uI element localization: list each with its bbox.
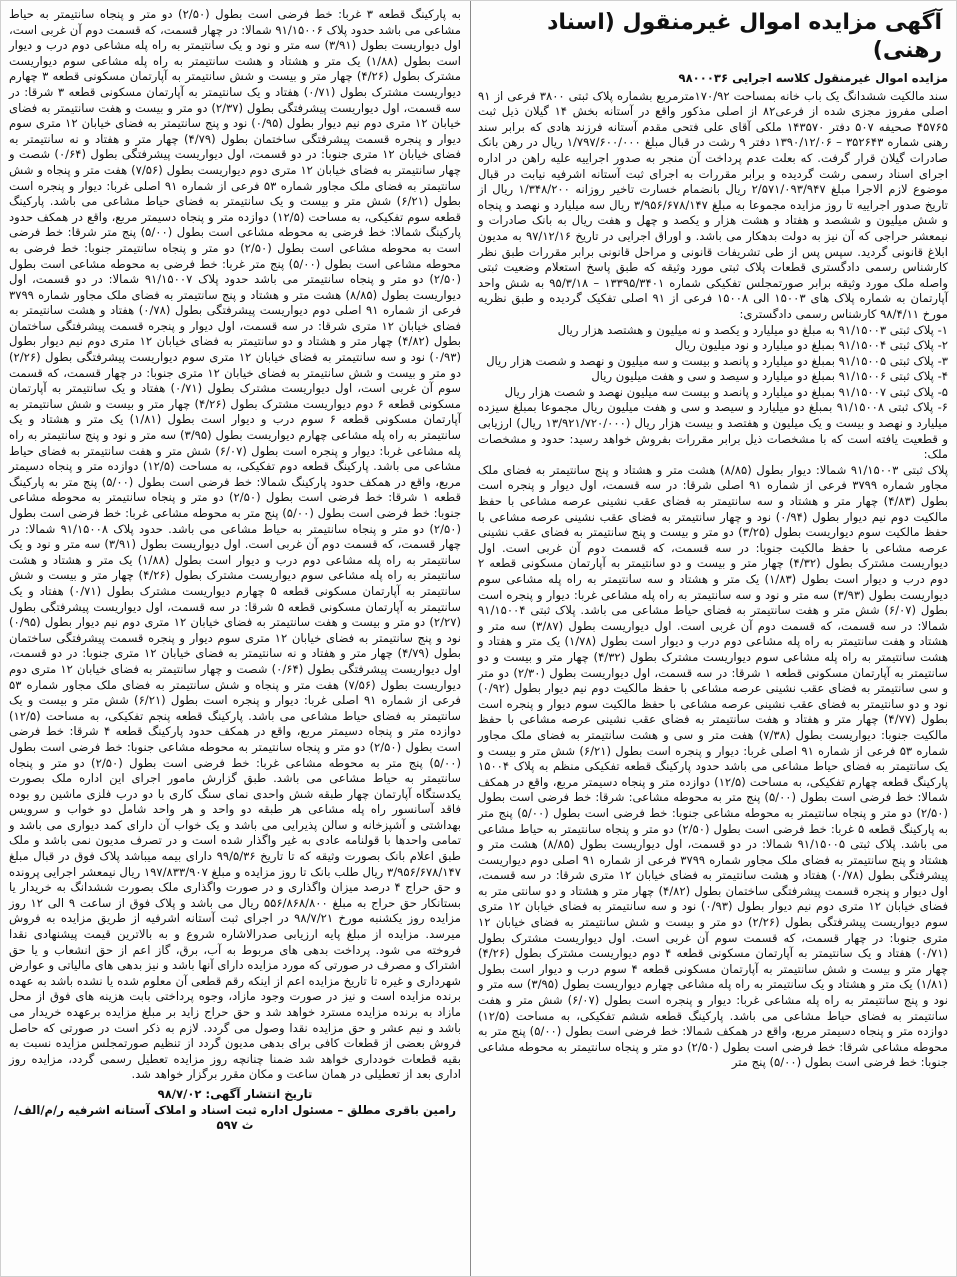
list-item: ۳- پلاک ثبتی ۹۱/۱۵۰۰۵ بمبلغ دو میلیارد و پانصد و بیست و سه میلیون و نهصد و شصت هزار ریال: [486, 353, 948, 368]
left-column: [1, 1, 469, 1276]
file-number-line: مزایده اموال غیرمنقول کلاسه اجرایی ۹۸۰۰۰۳۶: [678, 71, 948, 85]
signature-line: رامین باقری مطلق – مسئول اداره ثبت اسناد و املاک آستانه اشرفیه ر/م/الف/ث ۵۹۷: [13, 1102, 457, 1133]
right-column: [470, 1, 956, 1276]
continuation-text: به پارکینگ قطعه ۳ غربا: خط فرضی است بطول (۲/۵۰) دو متر و پنجاه سانتیمتر به حیاط مشاعی می باشد حدود پلاک ۹۱/۱۵۰۰۶ شمالا: در چهار قسمت، که قسمت دوم آن غربی است، اول دیواریست بطول (۳/۹۱) سه متر و نود و یک سانتیمتر به راه پله مشاعی دوم درب و دیوار است بطول (۱/۸۸) یک متر و هشتاد و هشت سانتیمتر به راه پله مشاعی سوم دیواریست مشترک بطول (۴/۲۶) چهار متر و بیست و شش سانتیمتر به آپارتمان مسکونی قطعه ۳ چهارم دیواریست مشترک بطول (۰/۷۱) هفتاد و یک سانتیمتر به آپارتمان مسکونی قطعه ۳ شرقا: در سه قسمت، اول دیواریست پیشرفتگی بطول (۲/۳۷) دو متر و بیست و هفت سانتیمتر به فضای خیابان ۱۲ متری دوم نیم دیوار بطول (۰/۹۵) نود و پنج سانتیمتر به فضای خیابان ۱۲ متری سوم دیوار و پنجره قسمت پیشرفتگی ساختمان بطول (۴/۷۹) چهار متر و هفتاد و نه سانتیمتر به فضای خیابان ۱۲ متری جنوبا: در دو قسمت، اول دیواریست پیشرفتگی بطول (۰/۶۴) شصت و چهار سانتیمتر به فضای خیابان ۱۲ متری دوم دیواریست بطول (۷/۵۶) هفت متر و پنجاه و شش سانتیمتر به فضای ملک مجاور شماره ۵۳ فرعی از شماره ۹۱ اصلی غربا: دیوار و پنجره است بطول (۶/۲۱) شش متر و بیست و یک سانتیمتر به فضای حیاط مشاعی می باشد. پارکینگ قطعه سوم تفکیکی، به مساحت (۱۲/۵) دوازده متر و پنجاه دسیمتر مربع، واقع در همکف حدود پارکینگ شمالا: خط فرضی به محوطه مشاعی است بطول (۵/۰۰) پنج متر شرقا: خط فرضی است به محوطه مشاعی است بطول (۲/۵۰) دو متر و پنجاه سانتیمتر جنوبا: خط فرضی به محوطه مشاعی است بطول (۵/۰۰) پنج متر غربا: خط فرضی به محوطه مشاعی است بطول (۲/۵۰) دو متر و پنجاه سانتیمتر می باشد حدود پلاک ۹۱/۱۵۰۰۷ شمالا: در دو قسمت، اول دیواریست بطول (۸/۸۵) هشت متر و هشتاد و پنج سانتیمتر به فضای ملک مجاور شماره ۳۷۹۹ فرعی از شماره ۹۱ اصلی دوم دیواریست پیشرفتگی بطول (۰/۷۸) هفتاد و هشت سانتیمتر به فضای خیابان ۱۲ متری شرقا: در سه قسمت، اول دیوار و پنجره قسمت پیشرفتگی ساختمان بطول (۴/۸۲) چهار متر و هشتاد و دو سانتیمتر به فضای خیابان ۱۲ متری دوم نیم دیوار بطول (۰/۹۳) نود و سه سانتیمتر به فضای خیابان ۱۲ متری سوم دیواریست پیشرفتگی بطول (۲/۲۶) دو متر و بیست و شش سانتیمتر به فضای خیابان ۱۲ متری جنوبا: در چهار قسمت، که قسمت سوم آن غربی است، اول دیواریست مشترک بطول (۰/۷۱) هفتاد و یک سانتیمتر به آپارتمان مسکونی قطعه ۶ دوم دیواریست مشترک بطول (۴/۲۶) چهار متر و بیست و شش سانتیمتر به آپارتمان مسکونی قطعه ۶ سوم درب و دیوار است بطول (۱/۸۱) یک متر و هشتاد و یک سانتیمتر به راه پله مشاعی چهارم دیواریست بطول (۳/۹۵) سه متر و نود و پنج سانتیمتر به راه پله مشاعی غربا: دیوار و پنجره است بطول (۶/۰۷) شش متر و هفت سانتیمتر به فضای حیاط مشاعی می باشد. پارکینگ قطعه دوم تفکیکی، به مساحت (۱۲/۵) دوازده متر و پنجاه دسیمتر مربع، واقع در همکف حدود پارکینگ شمالا: خط فرضی است بطول (۵/۰۰) پنج متر به پارکینگ قطعه ۱ شرقا: خط فرضی است بطول (۲/۵۰) دو متر و پنجاه سانتیمتر به محوطه مشاعی جنوبا: خط فرضی است بطول (۵/۰۰) پنج متر به محوطه مشاعی غربا: خط فرضی است بطول (۲/۵۰) دو متر و پنجاه سانتیمتر به حیاط مشاعی می باشد. حدود پلاک ۹۱/۱۵۰۰۸ شمالا: در چهار قسمت، که قسمت دوم آن غربی است. اول دیواریست بطول (۳/۹۱) سه متر و نود و یک سانتیمتر به راه پله مشاعی دوم درب و دیوار است بطول (۱/۸۸) یک متر و هشتاد و هشت سانتیمتر به راه پله مشاعی سوم دیواریست مشترک بطول (۴/۲۶) چهار متر و بیست و شش سانتیمتر به آپارتمان مسکونی قطعه ۵ چهارم دیواریست مشترک بطول (۰/۷۱) هفتاد و یک سانتیمتر به آپارتمان مسکونی قطعه ۵ شرقا: در سه قسمت، اول دیواریست پیشرفتگی بطول (۲/۲۷) دو متر و بیست و هفت سانتیمتر به فضای خیابان ۱۲ متری دوم نیم دیوار بطول (۰/۹۵) نود و پنج سانتیمتر به فضای خیابان ۱۲ متری سوم دیوار و پنجره قسمت پیشرفتگی ساختمان بطول (۴/۷۹) چهار متر و هفتاد و نه سانتیمتر به فضای خیابان ۱۲ متری جنوبا: در دو قسمت، اول دیواریست پیشرفتگی بطول (۰/۶۴) شصت و چهار سانتیمتر به فضای خیابان ۱۲ متری دوم دیواریست بطول (۷/۵۶) هفت متر و پنجاه و شش سانتیمتر به فضای ملک مجاور شماره ۵۳ فرعی از شماره ۹۱ اصلی غربا: دیوار و پنجره است بطول (۶/۲۱) شش متر و بیست و یک سانتیمتر به فضای حیاط مشاعی می باشد. پارکینگ قطعه پنجم تفکیکی، به مساحت (۱۲/۵) دوازده متر و پنجاه دسیمتر مربع، واقع در همکف حدود پارکینگ قطعه ۴ شرقا: خط فرضی است بطول (۲/۵۰) دو متر و پنجاه سانتیمتر به محوطه مشاعی جنوبا: خط فرضی است بطول (۵/۰۰) پنج متر به محوطه مشاعی غربا: خط فرضی است بطول (۲/۵۰) دو متر و پنجاه سانتیمتر به حیاط مشاعی می باشد. طبق گزارش مامور اجرای این اداره ملک بصورت یکدستگاه آپارتمان چهار طبقه شش واحدی نمای سنگ کاری با دو درب فلزی ماشین رو بوده فاقد آسانسور راه پله مشاعی هر طبقه دو واحد و هر واحد شامل دو خواب و سرویس بهداشتی و آشپزخانه و سالن پذیرایی می باشد و یک خواب آن دارای کمد دیواری می باشد و تمامی واحدها با قولنامه عادی به غیر واگذار شده است و در تصرف مدیون نمی باشد و ملک طبق اعلام بانک بصورت وثیقه که تا تاریخ ۹۹/۵/۳۶ دارای بیمه میباشد پلاک فوق در قبال مبلغ ۳/۹۵۶/۶۷۸/۱۴۷ ریال طلب بانک تا روز مزایده و مبلغ ۱۹۷/۸۳۳/۹۰۷ ریال نیمعشر اجرایی پرونده و حق حراج ۴ درصد میزان واگذاری و در صورت واگذاری ملک بصورت ششدانگ به خریدار یا بستانکار حق حراج به مبلغ ۵۵۶/۸۶۸/۸۰۰ ریال می باشد و پلاک فوق از ساعت ۹ الی ۱۲ روز مزایده روز یکشنبه مورخ ۹۸/۷/۲۱ در اجرای ثبت آستانه اشرفیه از طریق مزایده به فروش میرسد. مزایده از مبلغ پایه ارزیابی صدرالاشاره شروع و به بالاترین قیمت پیشنهادی نقدا فروخته می شود. پرداخت بدهی های مربوط به آب، برق، گاز اعم از حق انشعاب و یا حق اشتراک و مصرف در صورتی که مورد مزایده دارای آنها باشد و نیز بدهی های مالیاتی و عوارض شهرداری و غیره تا تاریخ مزایده اعم از اینکه رقم قطعی آن معلوم شده یا نشده باشد به عهده برنده مزایده است و نیز در صورت وجود مازاد، وجوه پرداختی بابت هزینه های فوق از محل مازاد به برنده مزایده مسترد خواهد شد و حق حراج زاید بر مبلغ مزایده برعهده خریدار می باشد و نیم عشر و حق مزایده نقدا وصول می گردد. لازم به ذکر است در صورتی که حاصل فروش بعضی از قطعات کافی برای بدهی مدیون گردد از تنظیم صورتمجلس مزایده نسبت به بقیه قطعات خودداری خواهد شد ضمنا چنانچه روز مزایده تعطیل رسمی گردد، مزایده روز اداری بعد از تعطیلی در همان ساعت و مکان مقرر برگزار خواهد شد.: [9, 7, 462, 1082]
list-item: ۶- پلاک ثبتی ۹۱/۱۵۰۰۸ بمبلغ دو میلیارد و سیصد و سی و هفت میلیون ریال مجموعا بمبلغ سیزده میلیارد و نهصد و بیست و یک میلیون و هفتصد و بیست هزار ریال (۱۳/۹۲۱/۷۲۰/۰۰۰ ریال) ارزیابی و قطعیت یافته است که با مشخصات ذیل برابر مقررات بفروش خواهد رسید: حدود و مشخصات ملک:: [478, 400, 948, 462]
list-item: ۱- پلاک ثبتی ۹۱/۱۵۰۰۳ به مبلغ دو میلیارد و یکصد و نه میلیون و هشتصد هزار ریال: [557, 322, 948, 337]
property-boundaries-text: پلاک ثبتی ۹۱/۱۵۰۰۳ شمالا: دیوار بطول (۸/۸۵) هشت متر و هشتاد و پنج سانتیمتر به فضای ملک مجاور شماره ۳۷۹۹ فرعی از شماره ۹۱ اصلی شرقا: در سه قسمت، اول دیوار و پنجره است بطول (۴/۸۳) چهار متر و هشتاد و سه سانتیمتر به فضای عقب نشینی عرصه مشاعی با حفظ مالکیت دوم نیم دیوار بطول (۰/۹۴) نود و چهار سانتیمتر به فضای عقب نشینی عرصه مشاعی با حفظ مالکیت سوم دیواریست بطول (۳/۲۵) دو متر و بیست و پنج سانتیمتر به فضای عقب نشینی عرصه مشاعی با حفظ مالکیت جنوبا: در سه قسمت، که قسمت دوم آن غربی است. اول دیواریست مشترک بطول (۴/۳۲) چهار متر و بیست و دو سانتیمتر به آپارتمان مسکونی قطعه ۲ دوم درب و دیوار است بطول (۱/۸۳) یک متر و هشتاد و سه سانتیمتر به راه پله مشاعی سوم دیواریست بطول (۳/۹۳) سه متر و نود و سه سانتیمتر به راه پله مشاعی غربا: دیوار و پنجره است بطول (۶/۰۷) شش متر و هفت سانتیمتر به فضای حیاط مشاعی می باشد. پلاک ثبتی ۹۱/۱۵۰۰۴ شمالا: در سه قسمت، که قسمت دوم آن غربی است. اول دیواریست بطول (۳/۸۷) سه متر و هشتاد و هفت سانتیمتر به راه پله مشاعی دوم درب و دیوار است بطول (۱/۷۸) یک متر و هفتاد و هشت سانتیمتر به راه پله مشاعی سوم دیواریست مشترک بطول (۴/۳۲) چهار متر و بیست و دو سانتیمتر به آپارتمان مسکونی قطعه ۱ شرقا: در سه قسمت، اول دیواریست بطول (۲/۳۰) دو متر و سی سانتیمتر به فضای عقب نشینی عرصه مشاعی با حفظ مالکیت دوم نیم دیوار بطول (۰/۹۲) نود و دو سانتیمتر به فضای عقب نشینی عرصه مشاعی با حفظ مالکیت سوم دیوار و پنجره است بطول (۴/۷۷) چهار متر و هفتاد و هفت سانتیمتر به فضای عقب نشینی عرصه مشاعی با حفظ مالکیت جنوبا: دیواریست بطول (۷/۳۸) هفت متر و سی و هشت سانتیمتر به فضای ملک مجاور شماره ۵۳ فرعی از شماره ۹۱ اصلی غربا: دیوار و پنجره است بطول (۶/۲۱) شش متر و بیست و یک سانتیمتر به فضای حیاط مشاعی می باشد حدود پارکینگ قطعه تفکیکی منظم به پلاک ۱۵۰۰۴ پارکینگ قطعه چهارم تفکیکی، به مساحت (۱۲/۵) دوازده متر و پنجاه دسیمتر مربع، واقع در همکف شمالا: خط فرضی است بطول (۵/۰۰) پنج متر به محوطه مشاعی: شرقا: خط فرضی است بطول (۲/۵۰) دو متر و پنجاه سانتیمتر به محوطه مشاعی جنوبا: خط فرضی است بطول (۵/۰۰) پنج متر به پارکینگ قطعه ۵ غربا: خط فرضی است بطول (۲/۵۰) دو متر و پنجاه سانتیمتر به حیاط مشاعی می باشد. پلاک ثبتی ۹۱/۱۵۰۰۵ شمالا: در دو قسمت، اول دیواریست بطول (۸/۸۵) هشت متر و هشتاد و پنج سانتیمتر به فضای ملک مجاور شماره ۳۷۹۹ فرعی از شماره ۹۱ اصلی دوم دیواریست پیشرفتگی بطول (۰/۷۸) هفتاد و هشت سانتیمتر به فضای خیابان ۱۲ متری شرقا: در سه قسمت، اول دیوار و پنجره قسمت پیشرفتگی ساختمان بطول (۴/۸۲) چهار متر و هشتاد و دو سانتی متر به فضای خیابان ۱۲ متری دوم نیم دیوار بطول (۰/۹۳) نود و سه سانتیمتر به فضای خیابان ۱۲ متری سوم دیواریست پیشرفتگی بطول (۲/۲۶) دو متر و بیست و شش سانتیمتر به فضای خیابان ۱۲ متری جنوبا: در چهار قسمت، که قسمت سوم آن غربی است. اول دیواریست مشترک بطول (۰/۷۱) هفتاد و یک سانتیمتر به آپارتمان مسکونی قطعه ۴ دوم دیواریست مشترک بطول (۴/۲۶) چهار متر و بیست و شش سانتیمتر به آپارتمان مسکونی قطعه ۴ سوم درب و دیوار است بطول (۱/۸۱) یک متر و هشتاد و یک سانتیمتر به راه پله مشاعی چهارم دیواریست بطول (۳/۹۵) سه متر و نود و پنج سانتیمتر به راه پله مشاعی غربا: دیوار و پنجره است بطول (۶/۰۷) شش متر و هفت سانتیمتر به فضای حیاط مشاعی می باشد. پارکینگ قطعه ششم تفکیکی، به مساحت (۱۲/۵) دوازده متر و پنجاه دسیمتر مربع، واقع در همکف شمالا: خط فرضی است بطول (۵/۰۰) پنج متر به محوطه مشاعی شرقا: خط فرضی است بطول (۲/۵۰) دو متر و پنجاه سانتیمتر به محوطه مشاعی جنوبا: خط فرضی است بطول (۵/۰۰) پنج متر: [478, 462, 949, 1070]
list-item: ۲- پلاک ثبتی ۹۱/۱۵۰۰۴ بمبلغ دو میلیارد و نود میلیون ریال: [674, 338, 948, 353]
list-item: ۵- پلاک ثبتی ۹۱/۱۵۰۰۷ بمبلغ دو میلیارد و پانصد و بیست سه میلیون نهصد و شصت هزار ریال: [504, 384, 948, 399]
intro-paragraph: سند مالکیت ششدانگ یک باب خانه بمساحت ۱۷۰/۹۲مترمربع بشماره پلاک ثبتی ۳۸۰۰ فرعی از ۹۱ اصلی مفروز مجزی شده از فرعی۸۲ از اصلی مذکور واقع در آستانه بخش ۱۴ گیلان ذیل ثبت ۴۵۷۶۵ صحیفه ۵۰۷ دفتر ۱۴۳۵۷۰ ملکی آقای علی فتحی مقدم آستانه فرزند هادی که برابر سند رهنی شماره ۳۵۲۶۴۳ – ۱۳۹۰/۱۲/۰۶ دفتر ۹ رشت در قبال مبلغ ۱/۷۹۷/۶۰۰/۰۰۰ ریال در رهن بانک صادرات گیلان قرار گرفت. که بعلت عدم پرداخت آن منجر به صدور اجراییه علیه راهن در اداره اجرای اسناد رسمی رشت گردیده و برابر مقررات به اجرای ثبت آستانه اشرفیه نیابت در قبال موضوع لازم الاجرا مبلغ ۲/۵۷۱/۰۹۳/۹۴۷ ریال بانضمام خسارت تاخیر روزانه ۱/۳۴۸/۲۰۰ ریال از تاریخ صدور اجراییه تا روز مزایده مجموعا به مبلغ ۳/۹۵۶/۶۷۸/۱۴۷ ریال سه میلیارد و نهصد و پنجاه و شش میلیون و ششصد و هفتاد و هشت هزار و یکصد و چهل و هفت ریال به بانک صادرات و نیمعشر حراجی که آن نیز به دولت بدهکار می باشد. و اوراق اجرایی در تاریخ ۹۷/۱۲/۱۶ به مدیون ابلاغ قانونی گردید. سپس پس از طی تشریفات قانونی و مراحل قانونی برابر مقررات طبق نظر کارشناس رسمی دادگستری قطعات پلاک ثبتی مورد وثیقه که طبق پاسخ استعلام وضعیت ثبتی واصله ملک مورد وثیقه برابر صورتمجلس تفکیکی شماره ۱۳۳۹۵/۳۴۰۱ – ۹۵/۳/۱۸ به شش واحد آپارتمان به شماره پلاک های ۱۵۰۰۳ الی ۱۵۰۰۸ فرعی از ۹۱ اصلی تفکیک گردیده و طبق نظریه مورخ ۹۸/۴/۱۱ کارشناس رسمی دادگستری:: [478, 88, 949, 321]
page-title: آگهی مزایده اموال غیرمنقول (اسناد رهنی): [547, 10, 942, 63]
publication-date: تاریخ انتشار آگهی: ۹۸/۷/۰۲: [157, 1086, 313, 1101]
column-divider: [470, 1, 471, 1276]
list-item: ۴- پلاک ثبتی ۹۱/۱۵۰۰۶ بمبلغ دو میلیارد و سیصد و سی و هفت میلیون ریال: [591, 369, 948, 384]
